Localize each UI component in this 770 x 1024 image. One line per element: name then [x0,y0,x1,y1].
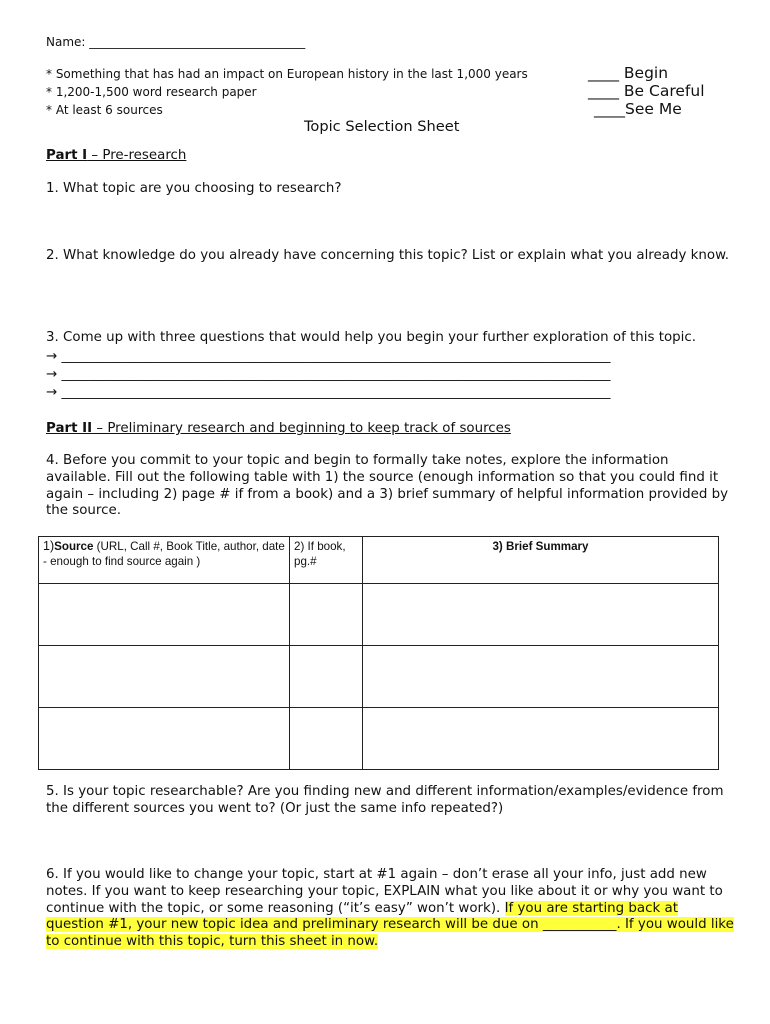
question-4: 4. Before you commit to your topic and begin to formally take notes, explore the information available. Fill out the following table with 1) the source (enough information so that you could find it again – including 2) page # if from a book) and a 3) brief summary of helpful information provided by the source. [46,453,729,519]
requirement-item: * Something that has had an impact on European history in the last 1,000 years [46,67,528,81]
source-cell[interactable] [39,708,290,770]
part1-heading [46,148,186,163]
part1-heading-rest: – Pre-research [87,148,187,163]
question-6 [46,867,736,951]
part1-heading-bold: Part I [46,148,88,163]
page-cell[interactable] [290,646,363,708]
header-source: 1)Source (URL, Call #, Book Title, author, date - enough to find source again ) [39,537,290,584]
question-5: 5. Is your topic researchable? Are you finding new and different information/examples/evidence from the different sources you went to? (Or just the same info repeated?) [46,784,724,816]
question-6-highlight: If you are starting back at question #1, your new topic idea and preliminary research will be due on ___________. If you would like to continue with this topic, turn this sheet in now. [46,900,734,950]
question-6-text: 6. If you would like to change your topic, start at #1 again – don’t erase all your info, just add new notes. If you want to keep researching your topic, EXPLAIN what you like about it or why you want to continue with the topic, or some reasoning (“it’s easy” won’t work). [46,867,723,916]
part2-heading-bold: Part II [46,421,93,436]
page-title: Topic Selection Sheet [304,118,460,135]
question-1: 1. What topic are you choosing to research? [46,181,342,196]
part2-heading [46,421,511,436]
requirement-item: * 1,200-1,500 word research paper [46,85,257,99]
question-2: 2. What knowledge do you already have concerning this topic? List or explain what you already know. [46,248,730,263]
question-3: 3. Come up with three questions that would help you begin your further exploration of this topic. [46,330,697,345]
question-3-line[interactable]: → __________________________________________________________________________________ [46,385,611,400]
part2-heading-rest: – Preliminary research and beginning to keep track of sources [92,421,511,436]
question-3-line[interactable]: → __________________________________________________________________________________ [46,349,611,364]
table-row [39,708,719,770]
checkbox-see-me[interactable]: ____See Me [594,100,682,118]
header-page-number: 2) If book, pg.# [290,537,363,584]
summary-cell[interactable] [363,708,719,770]
header-summary: 3) Brief Summary [363,537,719,584]
summary-cell[interactable] [363,646,719,708]
checkbox-begin[interactable]: ____ Begin [588,64,669,82]
summary-cell[interactable] [363,584,719,646]
checkbox-be-careful[interactable]: ____ Be Careful [588,82,705,100]
name-line: Name: ____________________________________ [46,35,306,49]
table-row [39,646,719,708]
source-cell[interactable] [39,584,290,646]
source-cell[interactable] [39,646,290,708]
question-3-line[interactable]: → __________________________________________________________________________________ [46,367,611,382]
table-row [39,584,719,646]
requirement-item: * At least 6 sources [46,103,163,117]
page-cell[interactable] [290,584,363,646]
table-header-row [39,537,719,584]
page-cell[interactable] [290,708,363,770]
sources-table [38,536,719,770]
